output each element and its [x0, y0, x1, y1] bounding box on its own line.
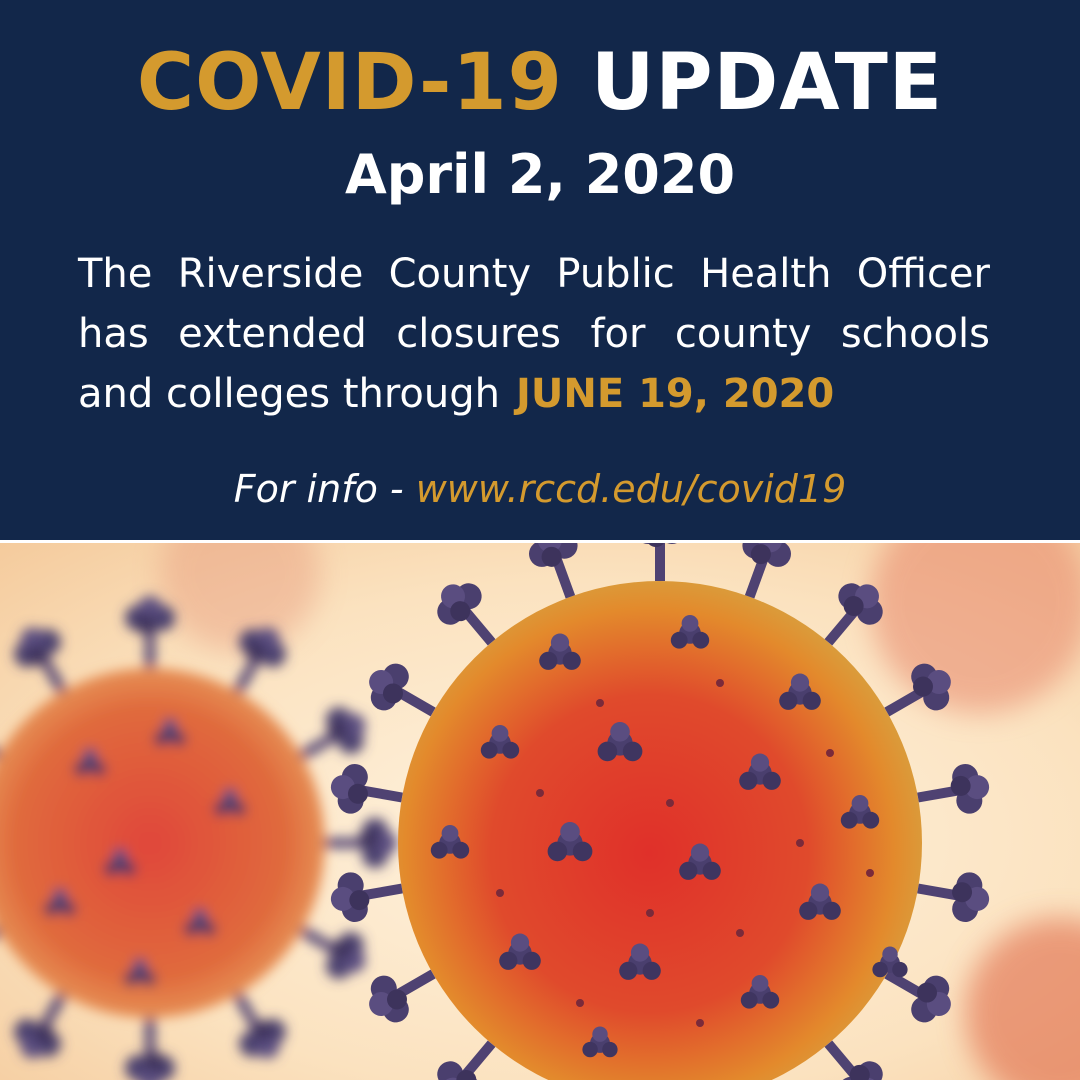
info-link[interactable]: www.rccd.edu/covid19 [415, 467, 847, 511]
word: County [388, 251, 532, 297]
word: has [78, 311, 149, 357]
update-date: April 2, 2020 [344, 143, 736, 206]
word: Health [700, 251, 832, 297]
poster-title [0, 38, 1080, 128]
word: county [674, 311, 812, 357]
title-update: UPDATE [591, 38, 944, 128]
announcement-line-3-prefix: and colleges through [78, 371, 500, 417]
word: extended [178, 311, 367, 357]
word: schools [840, 311, 990, 357]
coronavirus-illustration [0, 543, 1080, 1080]
info-line [0, 462, 1080, 516]
announcement-text [78, 244, 990, 424]
announcement-line-3 [78, 364, 990, 424]
word: for [590, 311, 646, 357]
announcement-line-2 [78, 304, 990, 364]
word: Public [556, 251, 675, 297]
announcement-line-1 [78, 244, 990, 304]
title-covid: COVID-19 [136, 38, 563, 128]
info-prefix: For info - [233, 467, 416, 511]
word: The [78, 251, 153, 297]
word: Riverside [177, 251, 364, 297]
word: closures [396, 311, 561, 357]
word: Officer [856, 251, 990, 297]
closure-deadline: JUNE 19, 2020 [516, 371, 835, 417]
